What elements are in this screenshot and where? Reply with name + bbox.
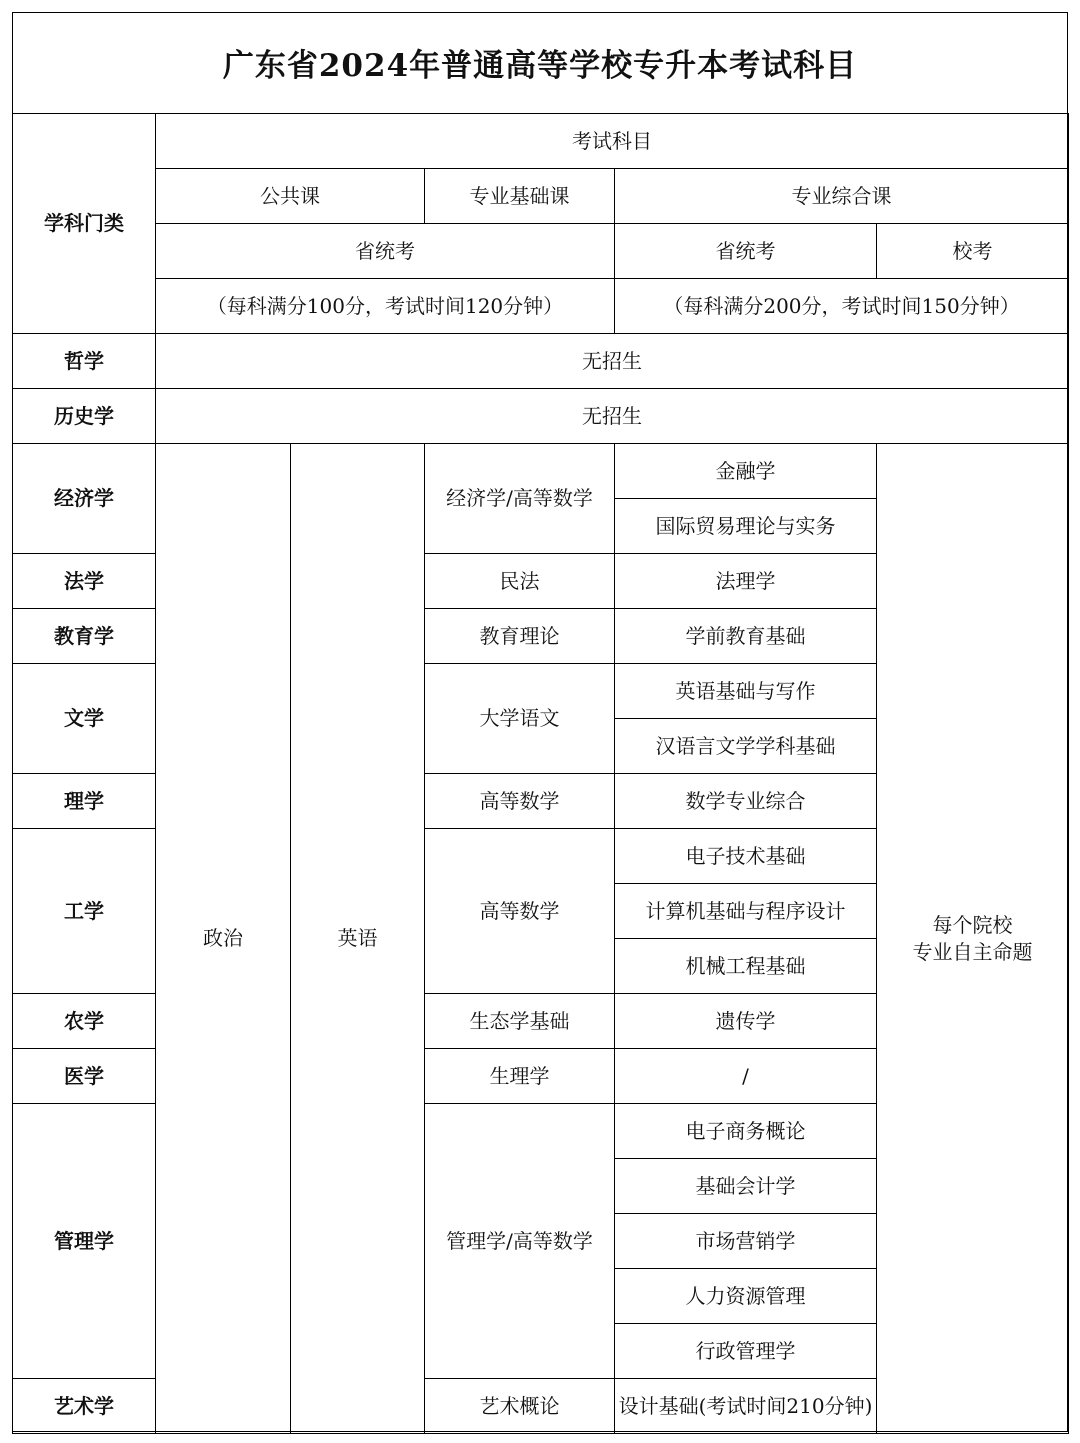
public-politics: 政治 (156, 444, 291, 1434)
comp-medicine-none: / (615, 1049, 877, 1104)
comp-genetics: 遗传学 (615, 994, 877, 1049)
header-note-left: （每科满分100分，考试时间120分钟） (156, 279, 615, 334)
category-philosophy: 哲学 (13, 334, 156, 389)
comp-jurisprudence: 法理学 (615, 554, 877, 609)
category-science: 理学 (13, 774, 156, 829)
header-exam-subjects: 考试科目 (156, 114, 1069, 169)
header-note-right: （每科满分200分，考试时间150分钟） (615, 279, 1069, 334)
header-category: 学科门类 (13, 114, 156, 334)
category-economics: 经济学 (13, 444, 156, 554)
category-management: 管理学 (13, 1104, 156, 1379)
basic-arts: 艺术概论 (425, 1379, 615, 1434)
comp-accounting: 基础会计学 (615, 1159, 877, 1214)
category-agriculture: 农学 (13, 994, 156, 1049)
category-literature: 文学 (13, 664, 156, 774)
comp-public-admin: 行政管理学 (615, 1324, 877, 1379)
header-basic-course: 专业基础课 (425, 169, 615, 224)
page-title: 广东省2024年普通高等学校专升本考试科目 (222, 48, 858, 84)
header-public-course: 公共课 (156, 169, 425, 224)
comp-finance: 金融学 (615, 444, 877, 499)
public-english: 英语 (291, 444, 425, 1434)
comp-math: 数学专业综合 (615, 774, 877, 829)
exam-subjects-table (12, 113, 1069, 1434)
basic-economics: 经济学/高等数学 (425, 444, 615, 554)
category-history: 历史学 (13, 389, 156, 444)
basic-agriculture: 生态学基础 (425, 994, 615, 1049)
basic-engineering: 高等数学 (425, 829, 615, 994)
header-comprehensive-course: 专业综合课 (615, 169, 1069, 224)
basic-literature: 大学语文 (425, 664, 615, 774)
comp-hr: 人力资源管理 (615, 1269, 877, 1324)
comp-ecommerce: 电子商务概论 (615, 1104, 877, 1159)
school-exam-note-line1: 每个院校 (932, 912, 1013, 937)
category-education: 教育学 (13, 609, 156, 664)
school-exam-note-line2: 专业自主命题 (912, 939, 1033, 964)
basic-science: 高等数学 (425, 774, 615, 829)
philosophy-no-enrollment: 无招生 (156, 334, 1069, 389)
category-medicine: 医学 (13, 1049, 156, 1104)
category-engineering: 工学 (13, 829, 156, 994)
school-exam-note (877, 444, 1069, 1434)
basic-law: 民法 (425, 554, 615, 609)
comp-electronics: 电子技术基础 (615, 829, 877, 884)
comp-international-trade: 国际贸易理论与实务 (615, 499, 877, 554)
basic-management: 管理学/高等数学 (425, 1104, 615, 1379)
category-arts: 艺术学 (13, 1379, 156, 1434)
comp-chinese-literature: 汉语言文学学科基础 (615, 719, 877, 774)
header-provincial-exam: 省统考 (156, 224, 615, 279)
header-provincial-exam-2: 省统考 (615, 224, 877, 279)
basic-education: 教育理论 (425, 609, 615, 664)
comp-design: 设计基础(考试时间210分钟) (615, 1379, 877, 1434)
comp-computer: 计算机基础与程序设计 (615, 884, 877, 939)
comp-marketing: 市场营销学 (615, 1214, 877, 1269)
history-no-enrollment: 无招生 (156, 389, 1069, 444)
category-law: 法学 (13, 554, 156, 609)
comp-english-writing: 英语基础与写作 (615, 664, 877, 719)
basic-medicine: 生理学 (425, 1049, 615, 1104)
comp-mechanical: 机械工程基础 (615, 939, 877, 994)
header-school-exam: 校考 (877, 224, 1069, 279)
comp-preschool: 学前教育基础 (615, 609, 877, 664)
